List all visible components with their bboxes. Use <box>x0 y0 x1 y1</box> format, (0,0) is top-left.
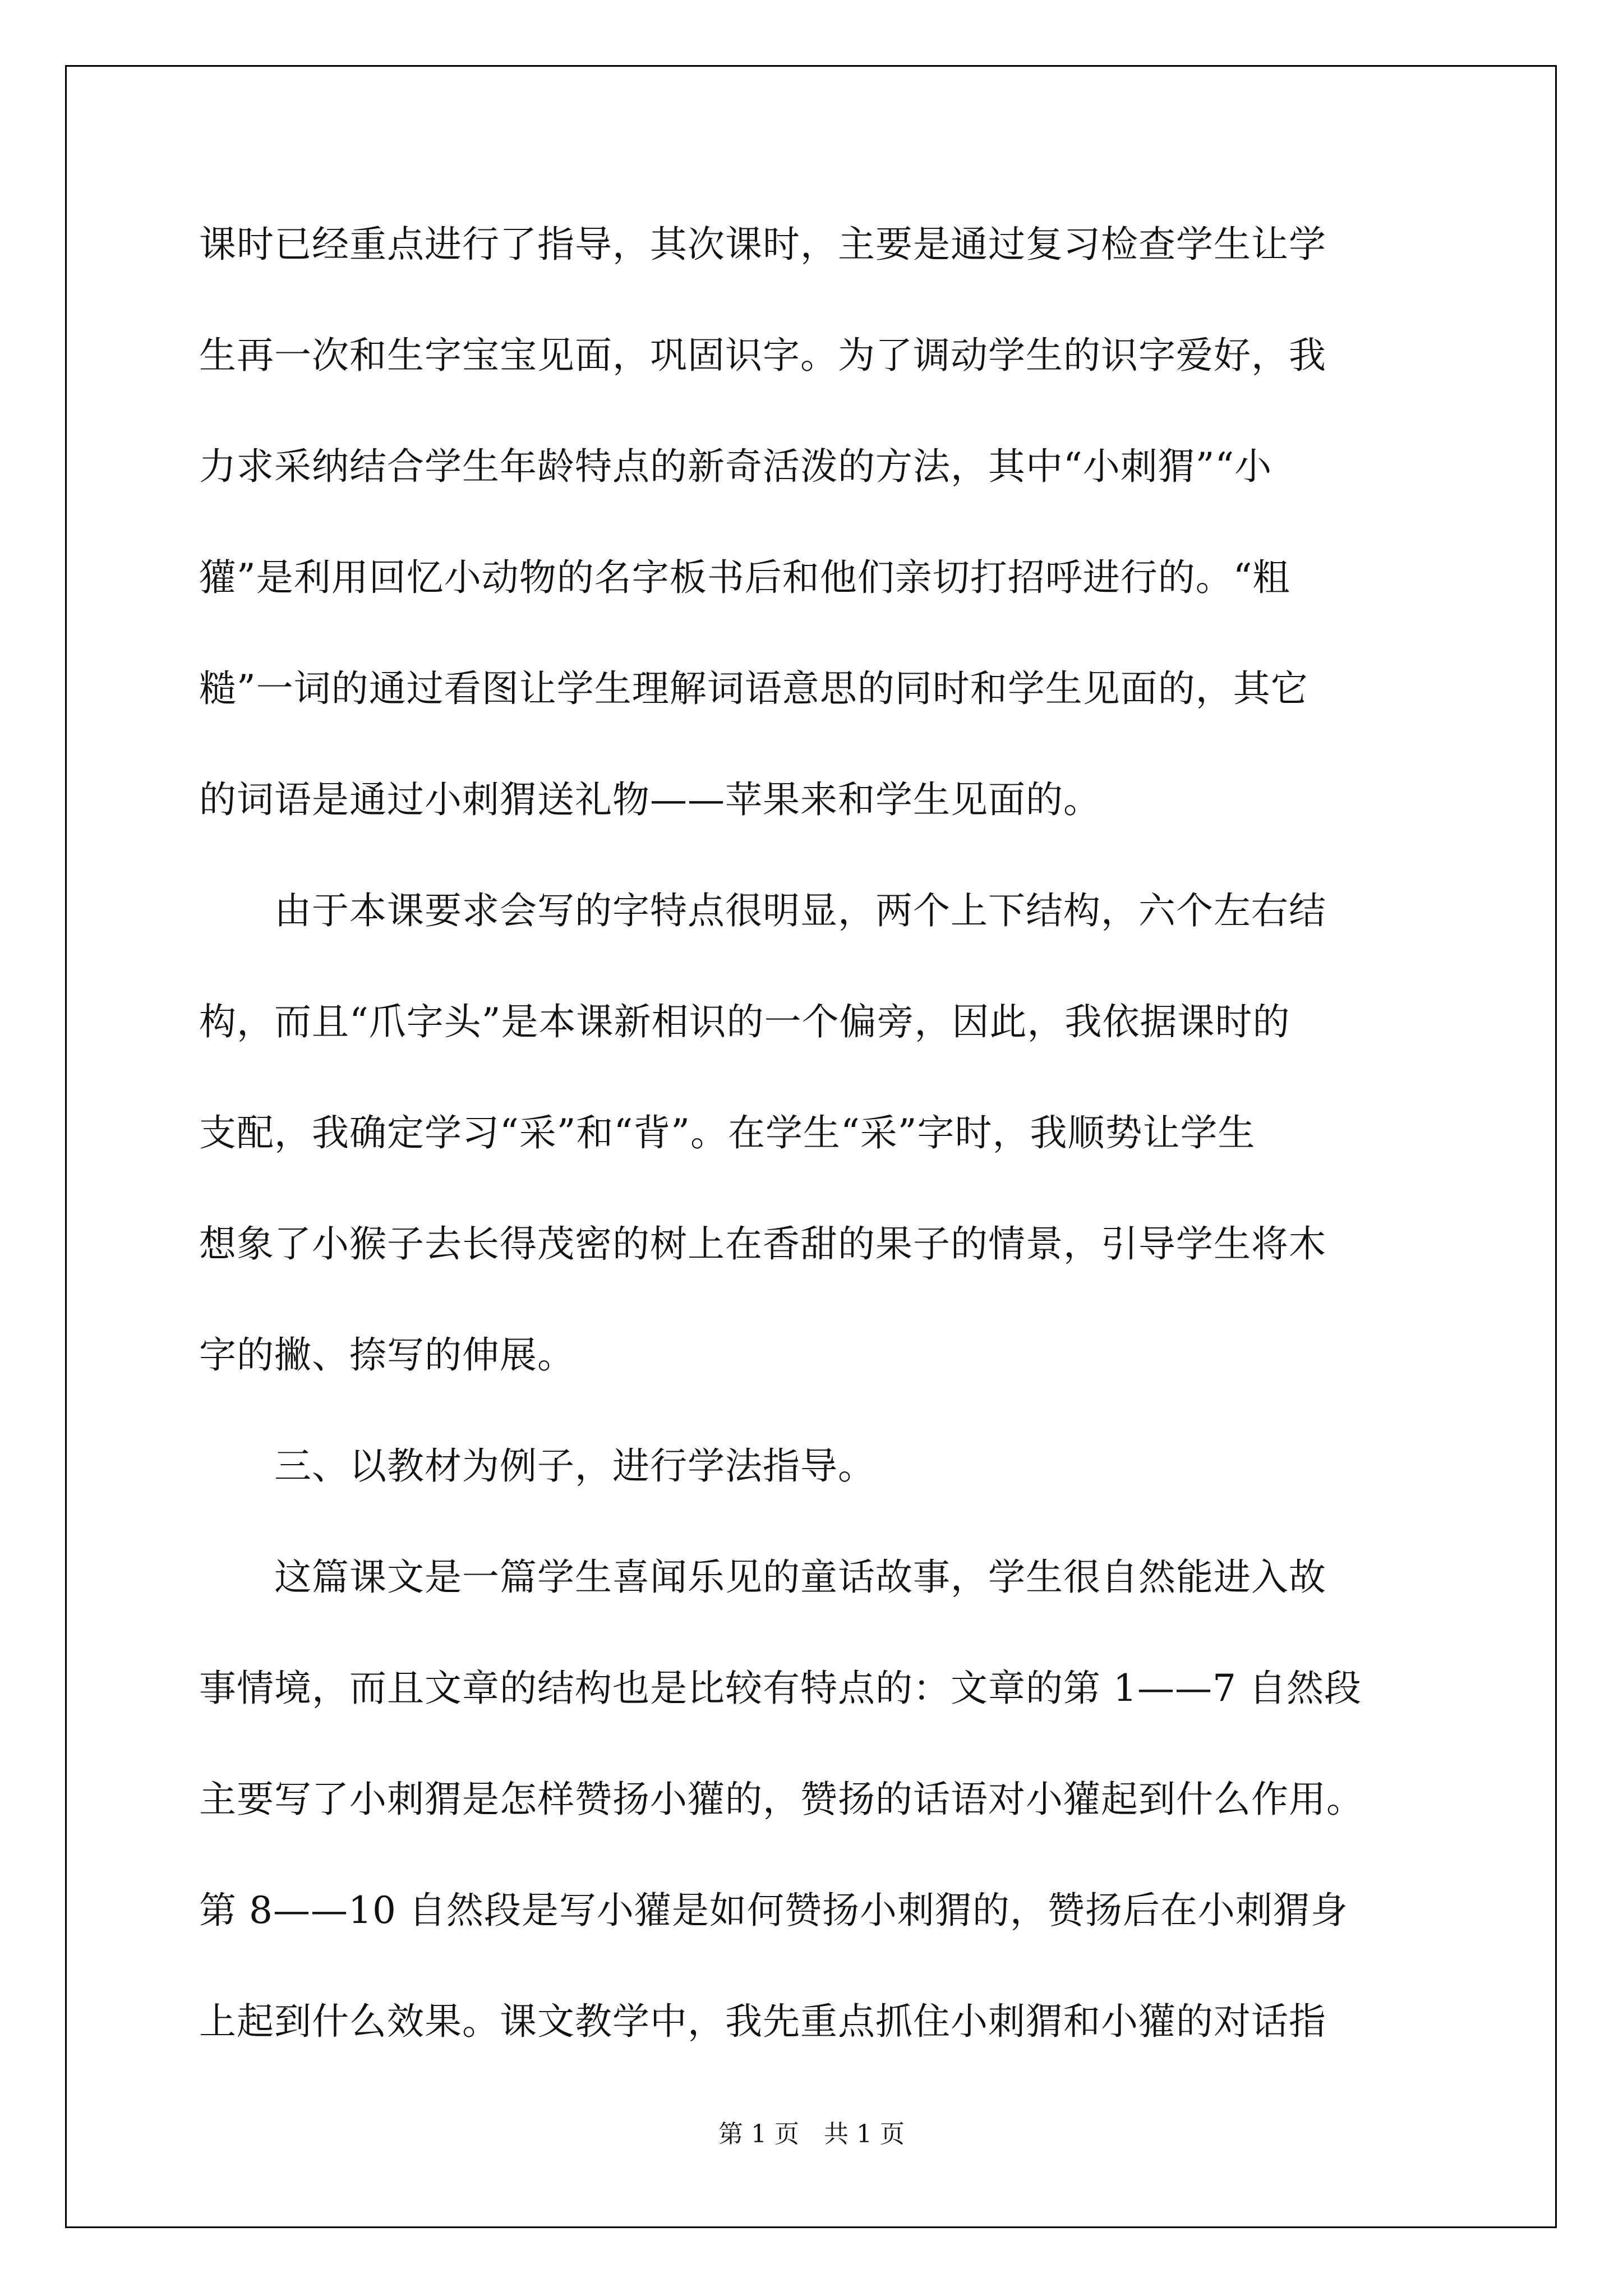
text-line: 上起到什么效果。课文教学中，我先重点抓住小刺猬和小獾的对话指 <box>199 2000 1326 2043</box>
text-line: 构，而且“爪字头”是本课新相识的一个偏旁，因此，我依据课时的 <box>199 1000 1290 1043</box>
text-line: 生再一次和生字宝宝见面，巩固识字。为了调动学生的识字爱好，我 <box>199 334 1326 377</box>
text-line: 事情境，而且文章的结构也是比较有特点的：文章的第 1——7 自然段 <box>199 1667 1362 1710</box>
page-number-footer: 第 1 页 共 1 页 <box>718 2120 905 2148</box>
text-line: 课时已经重点进行了指导，其次课时，主要是通过复习检查学生让学 <box>199 223 1326 266</box>
text-line: 由于本课要求会写的字特点很明显，两个上下结构，六个左右结 <box>199 889 1326 932</box>
text-line: 力求采纳结合学生年龄特点的新奇活泼的方法，其中“小刺猬”“小 <box>199 445 1272 488</box>
text-line: 主要写了小刺猬是怎样赞扬小獾的，赞扬的话语对小獾起到什么作用。 <box>199 1778 1364 1821</box>
section-heading: 三、以教材为例子，进行学法指导。 <box>199 1444 875 1488</box>
text-line: 的词语是通过小刺猬送礼物——苹果来和学生见面的。 <box>199 778 1101 821</box>
text-line: 第 8——10 自然段是写小獾是如何赞扬小刺猬的，赞扬后在小刺猬身 <box>199 1889 1348 1932</box>
text-line: 字的撇、捺写的伸展。 <box>199 1333 575 1377</box>
text-line: 獾”是利用回忆小动物的名字板书后和他们亲切打招呼进行的。“粗 <box>199 556 1290 599</box>
document-body <box>199 220 1427 2108</box>
text-line: 这篇课文是一篇学生喜闻乐见的童话故事，学生很自然能进入故 <box>199 1556 1326 1599</box>
text-line: 想象了小猴子去长得茂密的树上在香甜的果子的情景，引导学生将木 <box>199 1222 1326 1266</box>
text-line: 支配，我确定学习“采”和“背”。在学生“采”字时，我顺势让学生 <box>199 1111 1256 1154</box>
text-line: 糙”一词的通过看图让学生理解词语意思的同时和学生见面的，其它 <box>199 667 1308 710</box>
